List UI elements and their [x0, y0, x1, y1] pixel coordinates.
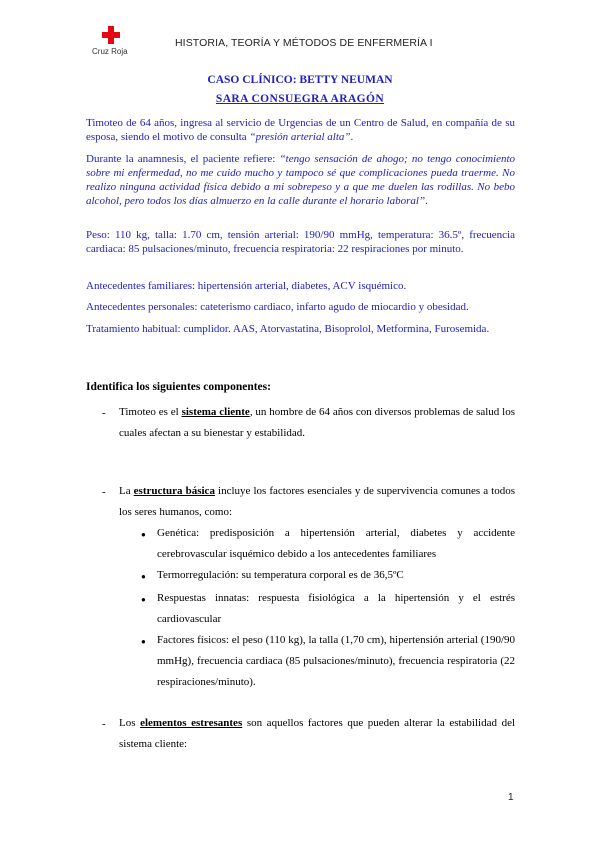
personal-history: Antecedentes personales: cateterismo cardiaco, infarto agudo de miocardio y obesidad.	[86, 301, 469, 313]
list-item-basic-structure: La estructura básica incluye los factores esenciales y de supervivencia comunes a todos los seres humanos, como:	[119, 485, 515, 518]
usual-treatment: Tratamiento habitual: cumplidor. AAS, Atorvastatina, Bisoprolol, Metformina, Furosemida.	[86, 323, 490, 335]
bullet-marker: ●	[141, 637, 146, 646]
header-title: HISTORIA, TEORÍA Y MÉTODOS DE ENFERMERÍA I	[175, 37, 433, 49]
case-paragraph-intro: Timoteo de 64 años, ingresa al servicio de Urgencias de un Centro de Salud, en compañía de su esposa, siendo el motivo de consulta “presión arterial alta”.	[86, 117, 515, 143]
bullet-marker: ●	[141, 530, 146, 539]
list-item-stressors: Los elementos estresantes son aquellos factores que pueden alterar la estabilidad del sistema cliente:	[119, 717, 516, 750]
case-title: CASO CLÍNICO: BETTY NEUMAN	[207, 74, 393, 86]
case-paragraph-vitals: Peso: 110 kg, talla: 1.70 cm, tensión arterial: 190/90 mmHg, temperatura: 36.5º, frecuencia cardiaca: 85 pulsaciones/minuto, frecuencia respiratoria: 22 respiraciones por minuto.	[86, 229, 515, 255]
bullet-marker: ●	[141, 595, 146, 604]
bullet-item-physical-factors: Factores físicos: el peso (110 kg), la talla (1,70 cm), hipertensión arterial (190/90 mmHg), frecuencia cardiaca (85 pulsaciones/minuto), frecuencia respiratoria (22 respiraciones/minuto).	[157, 634, 515, 688]
case-paragraph-anamnesis: Durante la anamnesis, el paciente refiere: “tengo sensación de ahogo; no tengo conocimiento sobre mi enfermedad, no me cuido mucho y tampoco sé que complicaciones pueda traerme. No realizo ninguna actividad física debido a mi sobrepeso y a que me duelen las rodillas. No bebo alcohol, pero todos los días almuerzo en la calle durante el horario laboral”.	[86, 153, 516, 207]
bullet-item-genetics: Genética: predisposición a hipertensión arterial, diabetes y accidente cerebrovascular isquémico debido a los antecedentes familiares	[157, 527, 515, 560]
section-title: Identifica los siguientes componentes:	[86, 381, 271, 393]
bullet-item-innate-responses: Respuestas innatas: respuesta fisiológica a la hipertensión y el estrés cardiovascular	[157, 592, 515, 625]
red-cross-icon	[102, 26, 120, 44]
bullet-marker: ●	[141, 572, 146, 581]
logo-text: Cruz Roja	[92, 47, 128, 56]
list-item-client-system: Timoteo es el sistema cliente, un hombre de 64 años con diversos problemas de salud los cuales afectan a su bienestar y estabilidad.	[119, 406, 515, 439]
dash-marker: -	[102, 486, 106, 498]
dash-marker: -	[102, 407, 106, 419]
dash-marker: -	[102, 718, 106, 730]
bullet-item-thermoregulation: Termorregulación: su temperatura corporal es de 36,5ºC	[157, 569, 404, 581]
page-number: 1	[508, 792, 514, 803]
family-history: Antecedentes familiares: hipertensión arterial, diabetes, ACV isquémico.	[86, 280, 407, 292]
author-name: SARA CONSUEGRA ARAGÓN	[215, 93, 385, 105]
